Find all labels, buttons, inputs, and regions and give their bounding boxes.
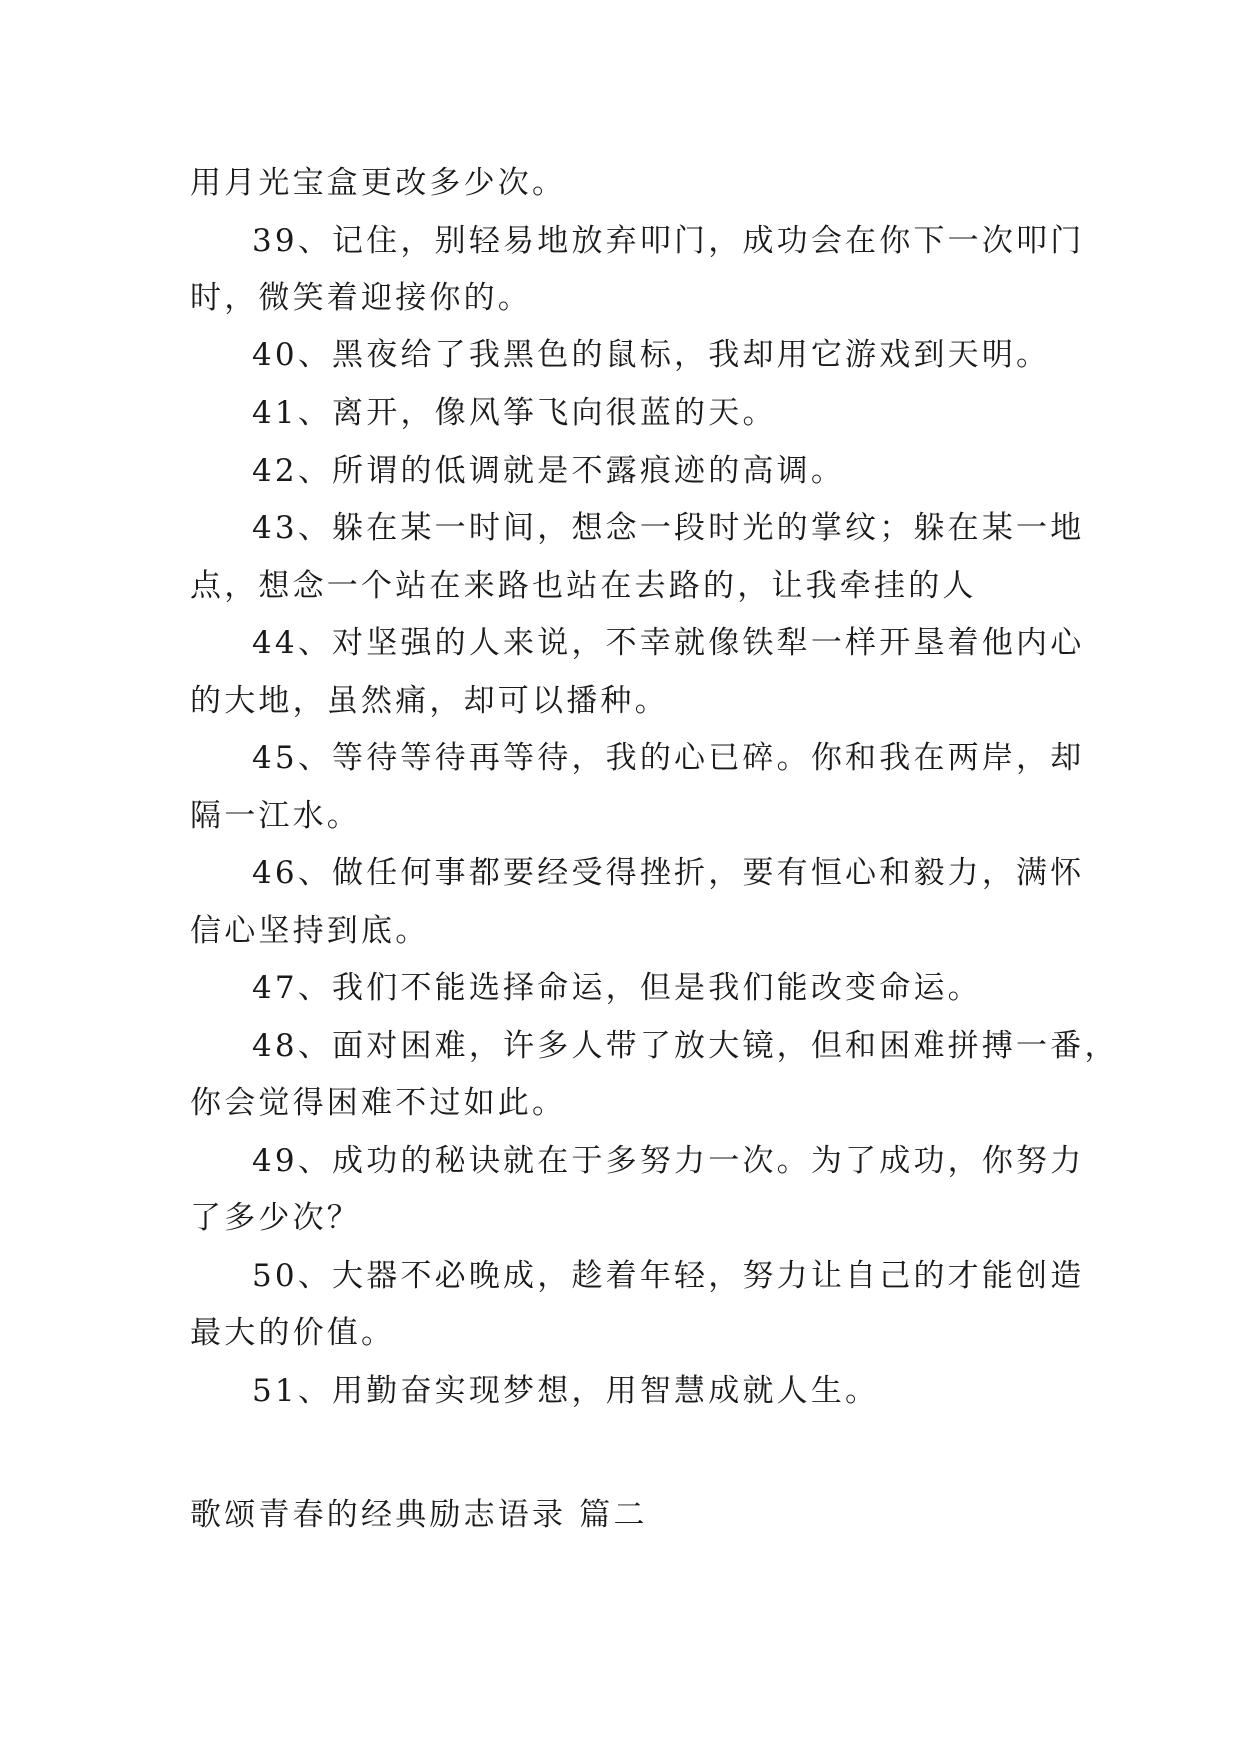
paragraph-line: 50、大器不必晚成，趁着年轻，努力让自己的才能创造 <box>252 1258 1085 1294</box>
paragraph-line: 信心坚持到底。 <box>190 913 430 949</box>
paragraph-line: 40、黑夜给了我黑色的鼠标，我却用它游戏到天明。 <box>252 337 1051 373</box>
paragraph-line: 51、用勤奋实现梦想，用智慧成就人生。 <box>252 1373 880 1409</box>
paragraph-line: 42、所谓的低调就是不露痕迹的高调。 <box>252 453 846 489</box>
paragraph-line: 47、我们不能选择命运，但是我们能改变命运。 <box>252 970 982 1006</box>
paragraph-line: 你会觉得困难不过如此。 <box>190 1085 567 1121</box>
paragraph-line: 46、做任何事都要经受得挫折，要有恒心和毅力，满怀 <box>252 855 1085 891</box>
paragraph-line: 44、对坚强的人来说，不幸就像铁犁一样开垦着他内心 <box>252 625 1085 661</box>
paragraph-line: 43、躲在某一时间，想念一段时光的掌纹；躲在某一地 <box>252 510 1085 546</box>
paragraph-line: 时，微笑着迎接你的。 <box>190 280 532 316</box>
paragraph-line: 49、成功的秘诀就在于多努力一次。为了成功，你努力 <box>252 1143 1085 1179</box>
paragraph-line: 41、离开，像风筝飞向很蓝的天。 <box>252 395 777 431</box>
paragraph-line: 用月光宝盒更改多少次。 <box>190 165 567 201</box>
paragraph-line: 点，想念一个站在来路也站在去路的，让我牵挂的人 <box>190 568 977 604</box>
paragraph-line: 45、等待等待再等待，我的心已碎。你和我在两岸，却 <box>252 740 1085 776</box>
paragraph-line: 最大的价值。 <box>190 1315 396 1351</box>
paragraph-line: 39、记住，别轻易地放弃叩门，成功会在你下一次叩门 <box>252 223 1085 259</box>
paragraph-line: 了多少次？ <box>190 1200 361 1236</box>
section-heading: 歌颂青春的经典励志语录 篇二 <box>190 1497 648 1533</box>
paragraph-line: 48、面对困难，许多人带了放大镜，但和困难拼搏一番， <box>252 1028 1119 1064</box>
paragraph-line: 的大地，虽然痛，却可以播种。 <box>190 683 669 719</box>
paragraph-line: 隔一江水。 <box>190 798 361 834</box>
